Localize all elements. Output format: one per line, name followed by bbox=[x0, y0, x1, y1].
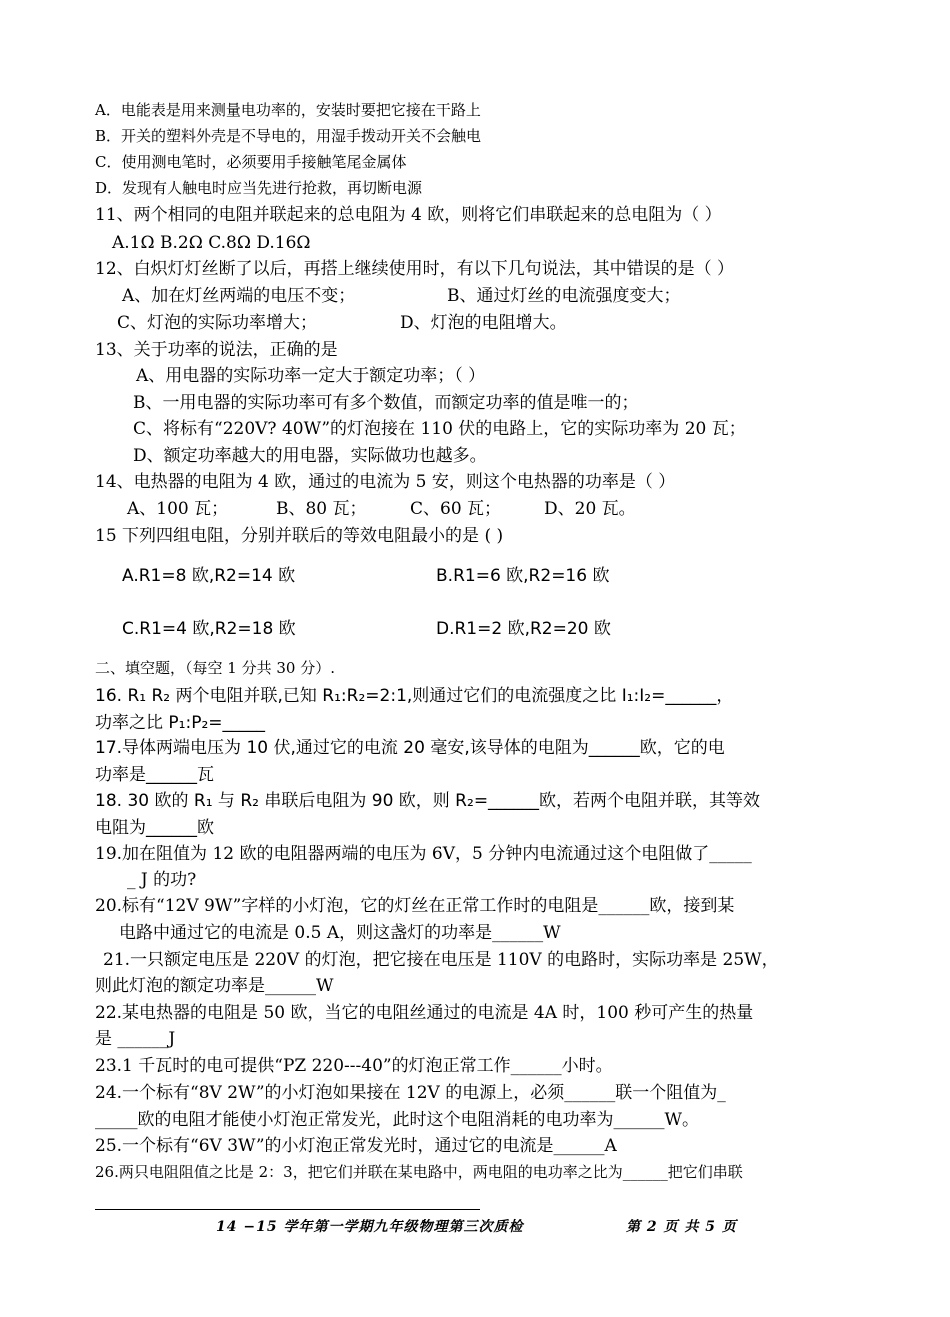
q26: 26.两只电阻阻值之比是 2：3，把它们并联在某电路中，两电阻的电功率之比为______把它们串联 bbox=[95, 1163, 743, 1181]
q14-option-d: D、20 瓦。 bbox=[544, 499, 636, 519]
q10-option-a: A．电能表是用来测量电功率的，安装时要把它接在干路上 bbox=[95, 101, 481, 119]
q12-option-c: C、灯泡的实际功率增大； bbox=[117, 313, 318, 333]
q10-option-c: C．使用测电笔时，必须要用手接触笔尾金属体 bbox=[95, 153, 407, 171]
footer-page-number: 第 2 页 共 5 页 bbox=[626, 1219, 737, 1235]
q16-line1: 16. R₁ R₂ 两个电阻并联,已知 R₁:R₂=2:1,则通过它们的电流强度之比 I₁:I₂=______， bbox=[95, 686, 734, 706]
q25: 25.一个标有“6V 3W”的小灯泡正常发光时，通过它的电流是______A bbox=[95, 1136, 617, 1156]
q18-line1: 18. 30 欧的 R₁ 与 R₂ 串联后电阻为 90 欧，则 R₂=______欧，若两个电阻并联，其等效 bbox=[95, 791, 761, 811]
q10-option-d: D．发现有人触电时应当先进行抢救，再切断电源 bbox=[95, 179, 423, 197]
q14-option-b: B、80 瓦； bbox=[276, 499, 367, 519]
q24-line1: 24.一个标有“8V 2W”的小灯泡如果接在 12V 的电源上，必须______联一个阻值为_ bbox=[95, 1083, 726, 1103]
q11-options: A.1Ω B.2Ω C.8Ω D.16Ω bbox=[112, 233, 311, 253]
q10-option-b: B．开关的塑料外壳是不导电的，用湿手拨动开关不会触电 bbox=[95, 127, 482, 145]
q21-line2: 则此灯泡的额定功率是______W bbox=[95, 976, 334, 996]
q12-option-b: B、通过灯丝的电流强度变大； bbox=[447, 286, 681, 306]
q23: 23.1 千瓦时的电可提供“PZ 220---40”的灯泡正常工作______小时。 bbox=[95, 1056, 613, 1076]
q14-option-c: C、60 瓦； bbox=[410, 499, 502, 519]
q22-line1: 22.某电热器的电阻是 50 欧，当它的电阻丝通过的电流是 4A 时，100 秒可产生的热量 bbox=[95, 1003, 754, 1023]
q15-option-c: C.R1=4 欧,R2=18 欧 bbox=[122, 619, 296, 639]
q13-option-a: A、用电器的实际功率一定大于额定功率；（ ） bbox=[136, 366, 486, 386]
q24-line2: _____欧的电阻才能使小灯泡正常发光，此时这个电阻消耗的电功率为______W。 bbox=[95, 1110, 699, 1130]
q13-option-b: B、一用电器的实际功率可有多个数值，而额定功率的值是唯一的； bbox=[133, 393, 639, 413]
q11-stem: 11、两个相同的电阻并联起来的总电阻为 4 欧，则将它们串联起来的总电阻为（ ） bbox=[95, 205, 722, 225]
q15-option-b: B.R1=6 欧,R2=16 欧 bbox=[436, 566, 610, 586]
q17-line1: 17.导体两端电压为 10 伏,通过它的电流 20 毫安,该导体的电阻为______欧，它的电 bbox=[95, 738, 725, 758]
q14-stem: 14、电热器的电阻为 4 欧，通过的电流为 5 安，则这个电热器的功率是（ ） bbox=[95, 472, 676, 492]
q15-option-a: A.R1=8 欧,R2=14 欧 bbox=[122, 566, 296, 586]
q21-line1: 21.一只额定电压是 220V 的灯泡，把它接在电压是 110V 的电路时，实际功率是 25W， bbox=[103, 950, 779, 970]
q16-line2: 功率之比 P₁:P₂=_____ bbox=[95, 713, 266, 733]
q13-option-d: D、额定功率越大的用电器，实际做功也越多。 bbox=[133, 446, 487, 466]
q17-line2: 功率是______瓦 bbox=[95, 765, 214, 785]
q13-stem: 13、关于功率的说法，正确的是 bbox=[95, 340, 338, 360]
q12-stem: 12、白炽灯灯丝断了以后，再搭上继续使用时，有以下几句说法，其中错误的是（ ） bbox=[95, 259, 735, 279]
footer-title: 14 −15 学年第一学期九年级物理第三次质检 bbox=[216, 1219, 524, 1235]
q12-option-a: A、加在灯丝两端的电压不变； bbox=[122, 286, 356, 306]
q19-line2: _ J 的功? bbox=[127, 870, 197, 890]
q20-line2: 电路中通过它的电流是 0.5 A，则这盏灯的功率是______W bbox=[119, 923, 561, 943]
q15-stem: 15 下列四组电阻，分别并联后的等效电阻最小的是 ( ) bbox=[95, 526, 504, 546]
section-2-title: 二、填空题，（每空 1 分共 30 分）. bbox=[95, 659, 335, 677]
footer-rule bbox=[95, 1209, 480, 1210]
q12-option-d: D、灯泡的电阻增大。 bbox=[400, 313, 567, 333]
q19-line1: 19.加在阻值为 12 欧的电阻器两端的电压为 6V，5 分钟内电流通过这个电阻做了_____ bbox=[95, 844, 752, 864]
q15-option-d: D.R1=2 欧,R2=20 欧 bbox=[436, 619, 611, 639]
q14-option-a: A、100 瓦； bbox=[127, 499, 229, 519]
q18-line2: 电阻为______欧 bbox=[95, 818, 214, 838]
q22-line2: 是 ______J bbox=[95, 1029, 176, 1049]
q13-option-c: C、将标有“220V? 40W”的灯泡接在 110 伏的电路上，它的实际功率为 20 瓦； bbox=[133, 419, 746, 439]
q20-line1: 20.标有“12V 9W”字样的小灯泡，它的灯丝在正常工作时的电阻是______欧，接到某 bbox=[95, 896, 735, 916]
